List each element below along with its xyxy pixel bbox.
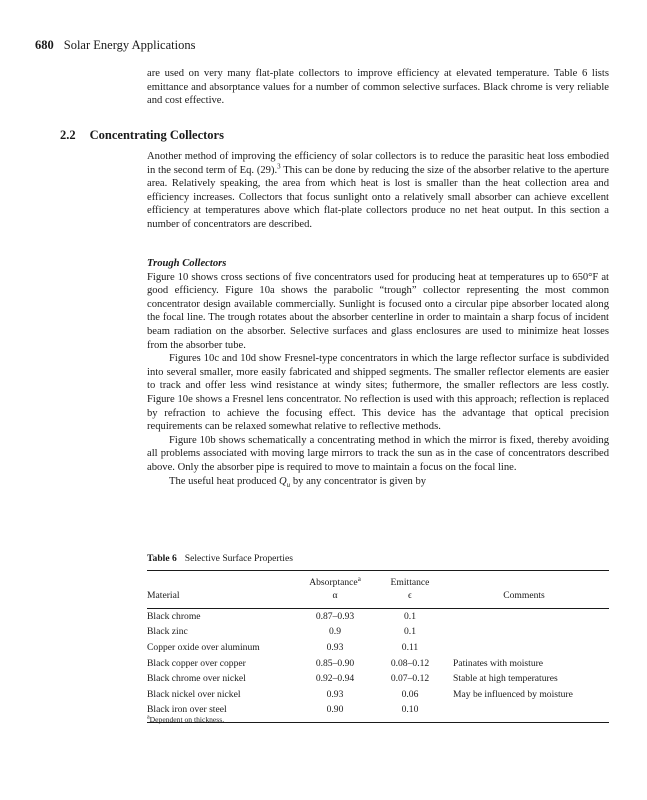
table-row: Black chrome over nickel 0.92–0.94 0.07–0.12 Stable at high temperatures (147, 673, 558, 685)
selective-surface-table (147, 576, 609, 723)
footnote-mark: a (147, 714, 150, 721)
intro-paragraph: are used on very many flat-plate collectors to improve efficiency at elevated temperature. Table 6 lists emittance and absorptance values for a number of common selective surfaces. Black chrome is very reliable and cost effective. (147, 68, 609, 107)
material-header: Material (147, 590, 180, 601)
table-row: Black iron over steel 0.90 0.10 (147, 704, 419, 716)
intro-block (147, 67, 609, 108)
trough-paragraph-1: Figure 10 shows cross sections of five concentrators used for producing heat at temperatures up to 650°F at good efficiency. Figure 10a shows the parabolic “trough” collector representing the most common concentrator design available commercially. Sunlight is focused onto a circular pipe absorber located along the focal line. The trough rotates about the absorber centerline in order to maintain a sharp focus of incident beam radiation on the absorber. Selective surfaces and glass enclosures are used to minimize heat losses from the absorber tube. (147, 271, 609, 351)
page-number: 680 (35, 38, 54, 52)
trough-paragraph-3: Figure 10b shows schematically a concentrating method in which the mirror is fixed, thereby avoiding all problems associated with moving large mirrors to track the sun as in the case of concentrators described above. Only the absorber pipe is required to move to maintain a focus on the focal line. (147, 434, 609, 473)
trough-paragraph-4-text-a: The useful heat produced (169, 475, 280, 487)
section-paragraph-text-a: Another method of improving the efficiency of solar collectors is to reduce the parasitic heat loss embodied in the second term of Eq. (29). (147, 151, 609, 176)
absorptance-header: Absorptance$^a$ (309, 574, 361, 588)
section-paragraph-text-b: This can be done by reducing the size of the absorber relative to the aperture area. Relatively speaking, the area from which heat is lost is smaller than the heat collection area and efficiency increases. Collectors that focus sunlight onto a relatively small absorber can achieve excellent efficiency at temperatures above which flat-plate collectors produce no net heat output. In this section a number of concentrators are described. (147, 164, 609, 230)
book-title: Solar Energy Applications (63, 38, 196, 52)
table-row: Black copper over copper 0.85–0.90 0.08–0.12 Patinates with moisture (147, 657, 544, 669)
absorptance-footnote-mark: a (357, 574, 361, 583)
trough-subsection (147, 257, 609, 492)
table-row: Black nickel over nickel 0.93 0.06 May be influenced by moisture (147, 688, 573, 700)
section-heading (60, 128, 224, 143)
table-row: Copper oxide over aluminum 0.93 0.11 (147, 641, 419, 653)
table-row: Black chrome 0.87–0.93 0.1 (147, 610, 416, 622)
heat-symbol: Q (279, 475, 287, 487)
section-paragraph (147, 150, 609, 232)
comments-header: Comments (503, 590, 545, 601)
trough-paragraph-2: Figures 10c and 10d show Fresnel-type concentrators in which the large reflector surface is subdivided into several smaller, more easily fabricated and shipped segments. The smaller reflector elements are easier to track and offer less wind resistance at windy sites; futhermore, the smaller reflectors are less costly. Figure 10e shows a Fresnel lens concentrator. No reflection is used with this approach; reflection is replaced by refraction to achieve the focusing effect. This device has the advantage that optical precision requirements can be relaxed somewhat relative to reflective methods. (147, 353, 609, 433)
heat-subscript: u (286, 480, 291, 489)
table-footnote (147, 715, 224, 724)
trough-paragraph-4 (147, 475, 609, 493)
section-title: Concentrating Collectors (89, 128, 224, 142)
alpha-symbol: α (332, 590, 338, 601)
table-label: Table 6 (147, 553, 177, 564)
emittance-header: Emittance (390, 577, 430, 588)
trough-paragraph-4-text-b: by any concentrator is given by (290, 475, 427, 487)
table-top-rule (147, 570, 609, 571)
table-title: Selective Surface Properties (184, 553, 293, 564)
running-head (35, 38, 195, 53)
epsilon-symbol: ϵ (408, 590, 412, 601)
section-number: 2.2 (60, 128, 76, 142)
table-row: Black zinc 0.9 0.1 (147, 626, 416, 638)
footnote-text: Dependent on thickness. (149, 715, 225, 724)
section-body (147, 150, 609, 232)
table-caption (147, 553, 293, 564)
footnote-reference: 3 (277, 162, 281, 171)
subsection-heading: Trough Collectors (147, 258, 227, 269)
